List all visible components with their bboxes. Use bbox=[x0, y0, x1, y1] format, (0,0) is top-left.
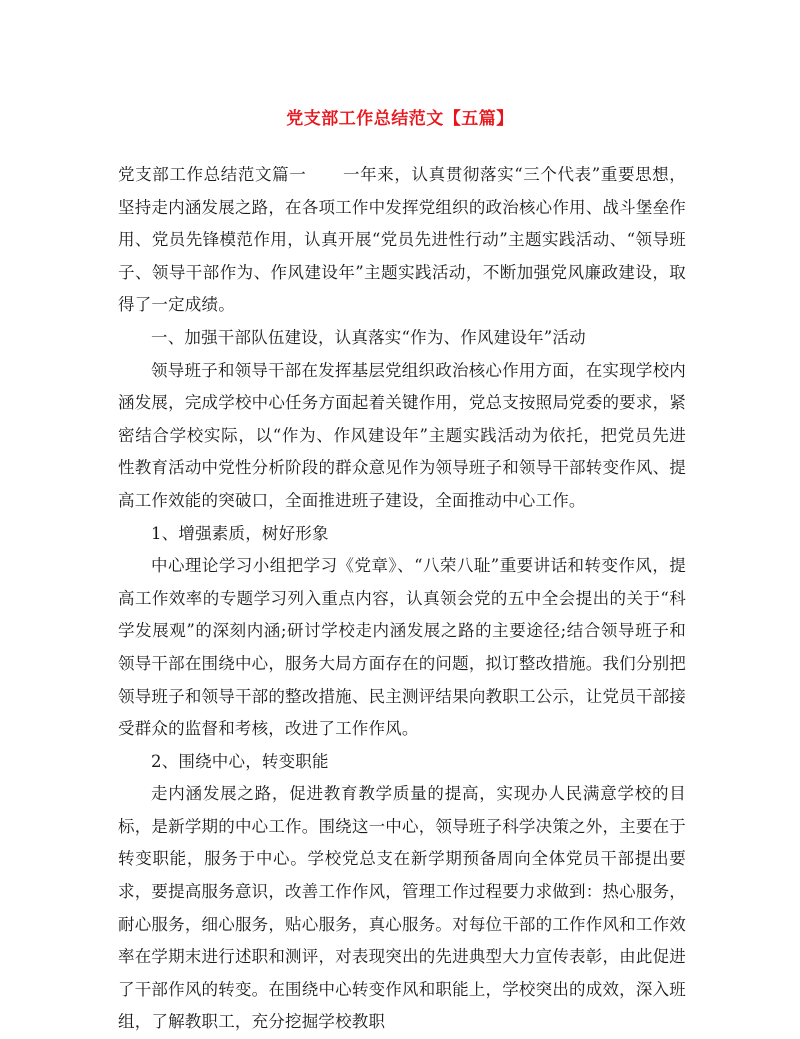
section1-paragraph: 领导班子和领导干部在发挥基层党组织政治核心作用方面，在实现学校内涵发展，完成学校中心任务方面起着关键作用，党总支按照局党委的要求，紧密结合学校实际，以“作为、作风建设年”主题实践活动为依托，把党员先进性教育活动中党性分析阶段的群众意见作为领导班子和领导干部转变作风、提高工作效能的突破口，全面推进班子建设，全面推动中心工作。 bbox=[118, 360, 686, 510]
intro-heading: 党支部工作总结范文篇一 bbox=[118, 165, 307, 184]
document-body bbox=[118, 159, 686, 1039]
sub1-heading: 1、增强素质，树好形象 bbox=[151, 523, 329, 543]
intro-paragraph bbox=[118, 159, 686, 322]
section1-heading: 一、加强干部队伍建设，认真落实“作为、作风建设年”活动 bbox=[151, 327, 586, 347]
intro-text: 一年来，认真贯彻落实“三个代表”重要思想，坚持走内涵发展之路，在各项工作中发挥党组织的政治核心作用、战斗堡垒作用、党员先锋模范作用，认真开展“党员先进性行动”主题实践活动、“领导班子、领导干部作为、作风建设年”主题实践活动，不断加强党风廉政建设，取得了一定成绩。 bbox=[118, 165, 687, 315]
sub1-paragraph: 中心理论学习小组把学习《党章》、“八荣八耻”重要讲话和转变作风，提高工作效率的专题学习列入重点内容，认真领会党的五中全会提出的关于“科学发展观”的深刻内涵;研讨学校走内涵发展之路的主要途径;结合领导班子和领导干部在围绕中心，服务大局方面存在的问题，拟订整改措施。我们分别把领导班子和领导干部的整改措施、民主测评结果向教职工公示，让党员干部接受群众的监督和考核，改进了工作作风。 bbox=[118, 556, 686, 739]
sub2-heading: 2、围绕中心，转变职能 bbox=[151, 751, 329, 771]
sub2-paragraph: 走内涵发展之路，促进教育教学质量的提高，实现办人民满意学校的目标，是新学期的中心工作。围绕这一中心，领导班子科学决策之外，主要在于转变职能，服务于中心。学校党总支在新学期预备周向全体党员干部提出要求，要提高服务意识，改善工作作风，管理工作过程要力求做到：热心服务，耐心服务，细心服务，贴心服务，真心服务。对每位干部的工作作风和工作效率在学期末进行述职和测评，对表现突出的先进典型大力宣传表彰，由此促进了干部作风的转变。在围绕中心转变作风和职能上，学校突出的成效，深入班组，了解教职工，充分挖掘学校教职 bbox=[118, 784, 686, 1032]
document-title: 党支部工作总结范文【五篇】 bbox=[286, 109, 514, 129]
